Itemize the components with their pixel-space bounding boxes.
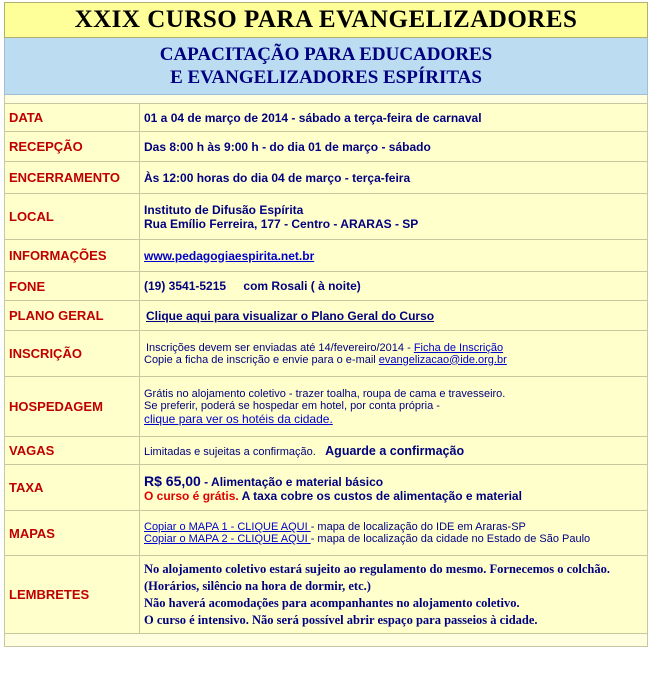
- fee-price: R$ 65,00: [144, 472, 201, 489]
- hotels-link[interactable]: clique para ver os hotéis da cidade.: [144, 411, 333, 426]
- venue-name: Instituto de Difusão Espírita: [144, 202, 304, 217]
- label-hospedagem: HOSPEDAGEM: [5, 377, 140, 437]
- value-recepcao: [140, 132, 648, 162]
- website-link[interactable]: www.pedagogiaespirita.net.br: [144, 248, 315, 263]
- label-plano: PLANO GERAL: [5, 301, 140, 331]
- course-dates: 01 a 04 de março de 2014: [144, 110, 289, 125]
- label-data: DATA: [5, 104, 140, 132]
- free-course-note: O curso é grátis.: [144, 488, 239, 503]
- fee-separator: -: [200, 474, 212, 489]
- value-fone: [140, 272, 648, 301]
- vacancies-text: Limitadas e sujeitas a confirmação.: [144, 445, 316, 458]
- phone-number: (19) 3541-5215: [144, 279, 227, 293]
- value-hospedagem: [140, 377, 648, 437]
- registration-line-1: [144, 342, 643, 354]
- row-plano: [5, 301, 648, 331]
- fee-line-1: [144, 473, 643, 489]
- row-taxa: [5, 465, 648, 511]
- value-mapas: [140, 511, 648, 556]
- label-vagas: VAGAS: [5, 437, 140, 465]
- label-inscricao: INSCRIÇÃO: [5, 331, 140, 377]
- label-informacoes: INFORMAÇÕES: [5, 240, 140, 272]
- map-1-link[interactable]: Copiar o MAPA 1 - CLIQUE AQUI: [144, 521, 311, 533]
- row-hospedagem: [5, 377, 648, 437]
- fee-includes: Alimentação e material básico: [211, 474, 384, 489]
- reception-day: do dia 01 de março - sábado: [269, 139, 431, 154]
- venue-address: Rua Emílio Ferreira, 177 - Centro - ARARAS - SP: [144, 216, 419, 231]
- reminder-line-2: (Horários, silêncio na hora de dormir, etc.): [144, 578, 371, 593]
- reception-separator: -: [258, 139, 270, 154]
- fee-coverage-note: A taxa cobre os custos de alimentação e material: [238, 488, 522, 503]
- value-plano: [140, 301, 648, 331]
- registration-form-link[interactable]: Ficha de Inscrição: [413, 341, 504, 354]
- label-local: LOCAL: [5, 194, 140, 240]
- value-taxa: [140, 465, 648, 511]
- reminder-line-1: No alojamento coletivo estará sujeito ao regulamento do mesmo. Fornecemos o colchão.: [144, 561, 610, 576]
- row-inscricao: [5, 331, 648, 377]
- closing-separator: -: [341, 170, 353, 185]
- value-informacoes: [140, 240, 648, 272]
- value-local: [140, 194, 648, 240]
- lodging-line-1: Grátis no alojamento coletivo - trazer toalha, roupa de cama e travesseiro.: [144, 387, 506, 400]
- phone-contact: com Rosali ( à noite): [243, 279, 361, 293]
- course-period: sábado a terça-feira de carnaval: [298, 110, 482, 125]
- row-informacoes: [5, 240, 648, 272]
- page-title: XXIX CURSO PARA EVANGELIZADORES: [4, 2, 648, 38]
- row-encerramento: [5, 162, 648, 194]
- plan-link[interactable]: Clique aqui para visualizar o Plano Geral do Curso: [146, 308, 435, 323]
- row-mapas: [5, 511, 648, 556]
- registration-instructions: Copie a ficha de inscrição e envie para o e-mail: [144, 353, 379, 366]
- course-flyer: [4, 2, 648, 647]
- map-2-description: - mapa de localização da cidade no Estado de São Paulo: [310, 533, 591, 545]
- reminder-line-4: O curso é intensivo. Não será possível abrir espaço para passeios à cidade.: [144, 612, 538, 627]
- label-recepcao: RECEPÇÃO: [5, 132, 140, 162]
- closing-day: terça-feira: [352, 170, 411, 185]
- registration-email-link[interactable]: evangelizacao@ide.org.br: [378, 353, 507, 366]
- row-recepcao: [5, 132, 648, 162]
- dates-separator: -: [288, 110, 299, 125]
- bottom-spacer: [4, 634, 648, 647]
- row-data: [5, 104, 648, 132]
- label-fone: FONE: [5, 272, 140, 301]
- value-encerramento: [140, 162, 648, 194]
- info-table: [4, 103, 648, 634]
- closing-time: Às 12:00 horas do dia 04 de março: [144, 170, 342, 185]
- subtitle-banner: [4, 38, 648, 95]
- map-line-1: [144, 521, 643, 533]
- value-data: [140, 104, 648, 132]
- reminder-line-3: Não haverá acomodações para acompanhantes no alojamento coletivo.: [144, 595, 520, 610]
- value-inscricao: [140, 331, 648, 377]
- row-fone: [5, 272, 648, 301]
- reception-time: Das 8:00 h às 9:00 h: [144, 139, 259, 154]
- map-1-description: - mapa de localização do IDE em Araras-SP: [310, 521, 526, 533]
- label-mapas: MAPAS: [5, 511, 140, 556]
- label-encerramento: ENCERRAMENTO: [5, 162, 140, 194]
- map-line-2: [144, 533, 643, 545]
- label-taxa: TAXA: [5, 465, 140, 511]
- registration-deadline: Inscrições devem ser enviadas até 14/fevereiro/2014 -: [146, 341, 414, 354]
- label-lembretes: LEMBRETES: [5, 556, 140, 634]
- subtitle-line-1: CAPACITAÇÃO PARA EDUCADORES: [159, 44, 493, 65]
- value-lembretes: [140, 556, 648, 634]
- fee-line-2: [144, 489, 643, 503]
- row-vagas: [5, 437, 648, 465]
- map-2-link[interactable]: Copiar o MAPA 2 - CLIQUE AQUI: [144, 533, 311, 545]
- registration-line-2: [144, 354, 643, 366]
- spacer: [4, 95, 648, 103]
- row-local: [5, 194, 648, 240]
- row-lembretes: [5, 556, 648, 634]
- vacancies-emphasis: Aguarde a confirmação: [325, 443, 465, 458]
- value-vagas: [140, 437, 648, 465]
- lodging-line-2: Se preferir, poderá se hospedar em hotel, por conta própria -: [144, 399, 440, 412]
- subtitle-line-2: E EVANGELIZADORES ESPÍRITAS: [170, 67, 482, 88]
